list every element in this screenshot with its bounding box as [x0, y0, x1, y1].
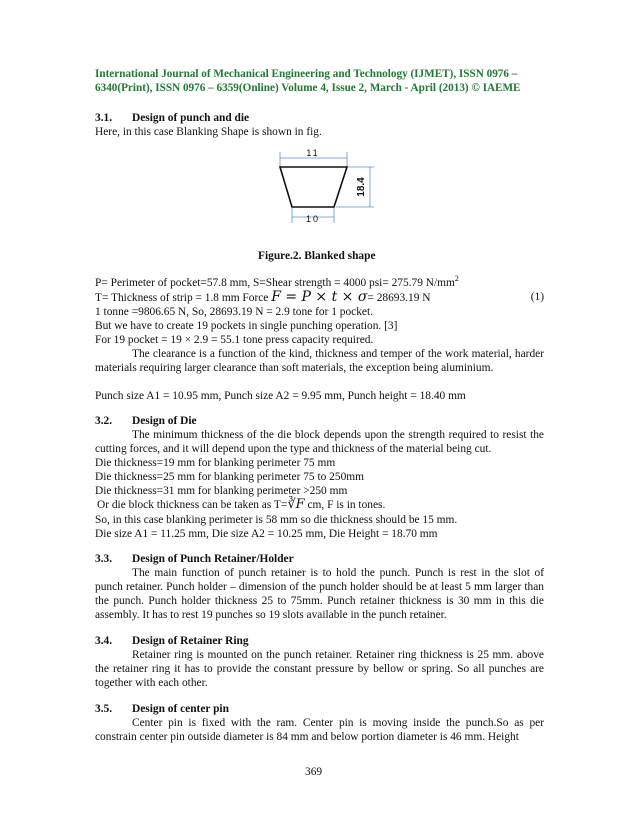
section-number: 3.2. — [95, 415, 113, 427]
thickness-text: T= Thickness of strip = 1.8 mm Force — [95, 292, 272, 304]
trapezoid-shape — [280, 167, 347, 207]
section-3-1-intro: Here, in this case Blanking Shape is shown in fig. — [95, 126, 322, 138]
dimension-label-bottom: 10 — [305, 214, 321, 224]
journal-header — [95, 67, 545, 95]
section-3-1-heading — [95, 111, 249, 125]
force-value: = 28693.19 N — [367, 292, 431, 304]
punch-size-line: Punch size A1 = 10.95 mm, Punch size A2 = 9.95 mm, Punch height = 18.40 mm — [95, 390, 466, 402]
perimeter-text: P= Perimeter of pocket=57.8 mm, S=Shear strength = 4000 psi= 275.79 N/mm — [95, 277, 455, 289]
formula-text: Or die block thickness can be taken as T= — [97, 499, 288, 511]
clearance-paragraph: The clearance is a function of the kind, thickness and temper of the work material, harder materials requiring larger clearance than soft materials, the exception being aluminium. — [95, 348, 544, 374]
tonne-line: 1 tonne =9806.65 N, So, 28693.19 N = 2.9 tone for 1 pocket. — [95, 306, 373, 318]
section-number: 3.5. — [95, 703, 113, 715]
die-thickness-conclusion: So, in this case blanking perimeter is 58 mm so die thickness should be 15 mm. — [95, 514, 458, 526]
section-3-3-heading — [95, 552, 294, 566]
perimeter-line — [95, 276, 459, 290]
section-3-5-heading — [95, 702, 229, 716]
pockets-line: But we have to create 19 pockets in single punching operation. [3] — [95, 320, 398, 332]
dimension-label-side: 18.4 — [356, 177, 367, 197]
center-pin-paragraph: Center pin is fixed with the ram. Center pin is moving inside the punch.So as per constrain center pin outside diameter is 84 mm and below portion diameter is 46 mm. Height — [95, 717, 544, 743]
die-thickness-paragraph: The minimum thickness of the die block depends upon the strength required to resist the cutting forces, and it will depend upon the type and thickness of the material being cut. — [95, 429, 544, 455]
equation-number: (1) — [530, 291, 544, 303]
section-3-2-heading — [95, 414, 197, 428]
blanked-shape-figure — [270, 147, 380, 227]
section-title: Design of center pin — [132, 703, 229, 715]
die-size-line: Die size A1 = 11.25 mm, Die size A2 = 10.25 mm, Die Height = 18.70 mm — [95, 528, 438, 540]
section-title: Design of Die — [132, 415, 197, 427]
die-thickness-formula-line — [97, 498, 385, 512]
section-number: 3.3. — [95, 553, 113, 565]
cube-root-formula: ∛F — [287, 497, 305, 512]
section-number: 3.4. — [95, 635, 113, 647]
press-capacity-line: For 19 pocket = 19 × 2.9 = 55.1 tone press capacity required. — [95, 334, 374, 346]
die-thickness-rule-1: Die thickness=19 mm for blanking perimeter 75 mm — [95, 457, 336, 469]
unit-superscript: 2 — [454, 274, 459, 284]
section-title: Design of Punch Retainer/Holder — [132, 553, 294, 565]
journal-header-line-1: International Journal of Mechanical Engineering and Technology (IJMET), ISSN 0976 – — [95, 68, 518, 80]
retainer-ring-paragraph: Retainer ring is mounted on the punch retainer. Retainer ring thickness is 25 mm. above the retainer ring it has to provide the constant pressure by bellow or spring. So all punches are together with each other. — [95, 649, 544, 689]
section-title: Design of punch and die — [132, 112, 250, 124]
page-number: 369 — [305, 766, 323, 778]
section-title: Design of Retainer Ring — [132, 635, 249, 647]
force-line — [95, 290, 544, 305]
figure-caption: Figure.2. Blanked shape — [258, 250, 376, 262]
formula-unit-text: cm, F is in tones. — [304, 499, 386, 511]
dimension-label-top: 11 — [306, 148, 320, 158]
section-number: 3.1. — [95, 112, 113, 124]
punch-retainer-paragraph: The main function of punch retainer is to hold the punch. Punch is rest in the slot of punch retainer. Punch holder – dimension of the punch holder should be at least 5 mm larger than the punch. Punch holder thickness 25 to 75mm. Punch retainer thickness is 30 mm in this die assembly. It has to rest 19 punches so 19 slots available in the punch retainer. — [95, 567, 544, 621]
die-thickness-rule-3: Die thickness=31 mm for blanking perimeter >250 mm — [95, 485, 348, 497]
section-3-4-heading — [95, 634, 249, 648]
journal-header-line-2: 6340(Print), ISSN 0976 – 6359(Online) Volume 4, Issue 2, March - April (2013) © IAEME — [95, 82, 521, 94]
force-formula: F = P × t × σ — [271, 289, 368, 305]
die-thickness-rule-2: Die thickness=25 mm for blanking perimeter 75 to 250mm — [95, 471, 364, 483]
